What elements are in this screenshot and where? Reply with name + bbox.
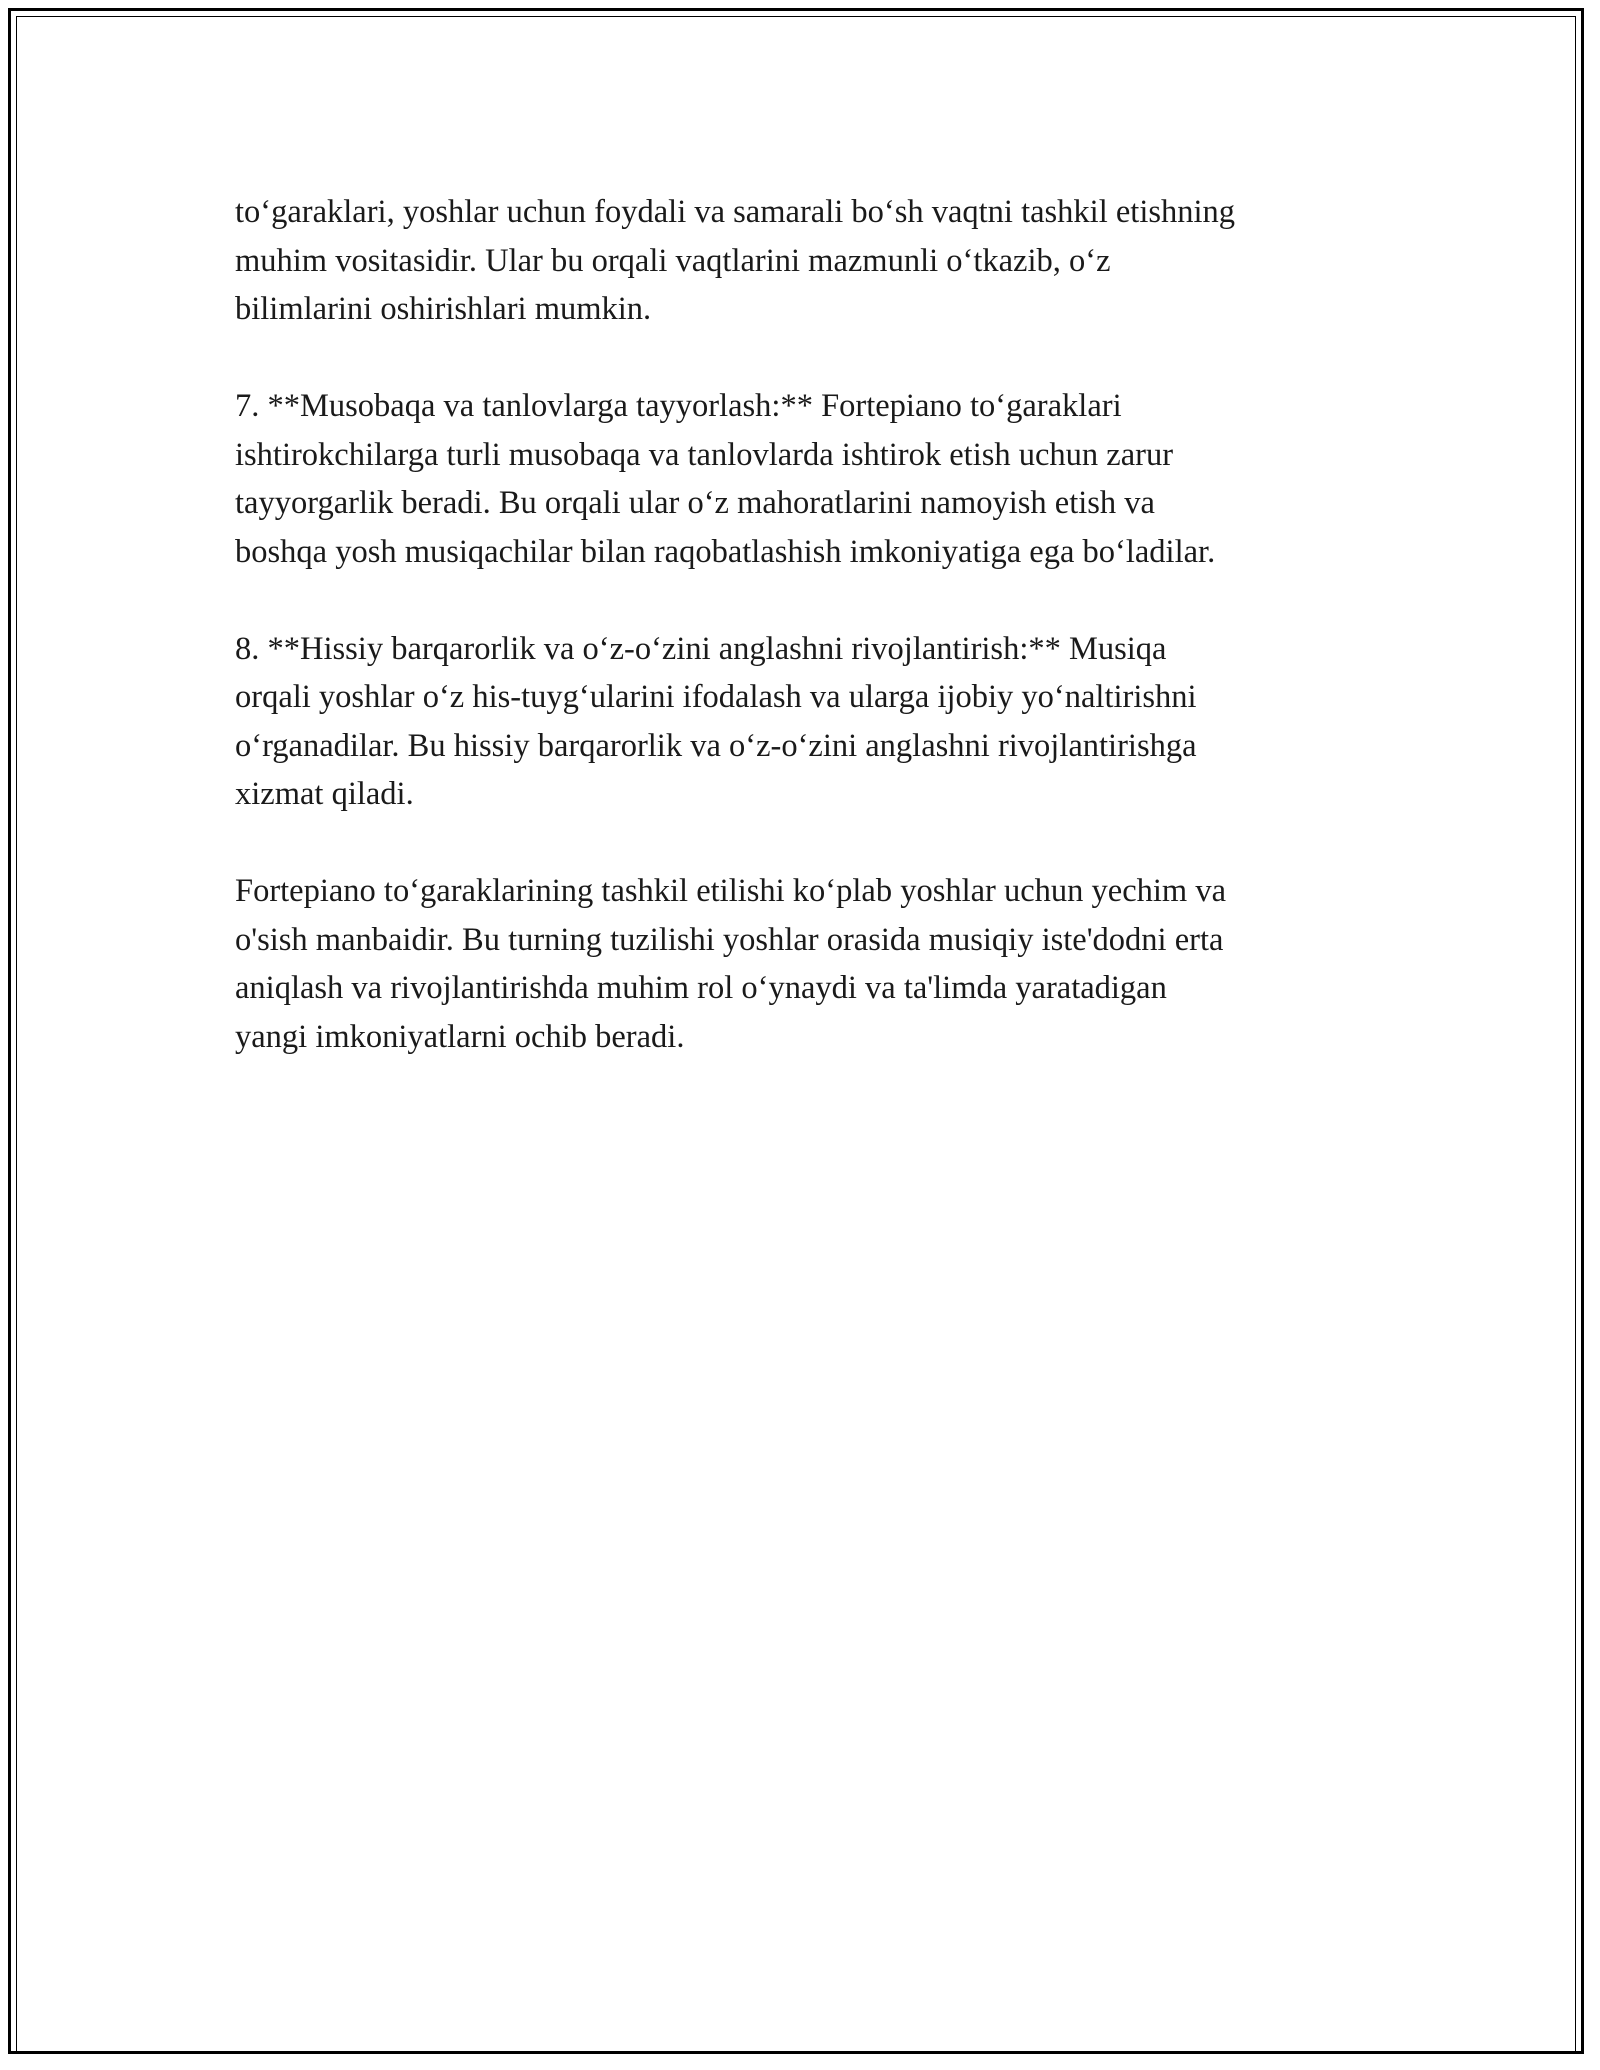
document-body (235, 188, 1385, 1110)
paragraph-item-7: 7. **Musobaqa va tanlovlarga tayyorlash:** Fortepiano to‘garaklari ishtirokchilarga turli musobaqa va tanlovlarda ishtirok etish uchun zarur tayyorgarlik beradi. Bu orqali ular o‘z mahoratlarini namoyish etish va boshqa yosh musiqachilar bilan raqobatlashish imkoniyatiga ega bo‘ladilar. (235, 388, 1216, 570)
paragraph-conclusion: Fortepiano to‘garaklarining tashkil etilishi ko‘plab yoshlar uchun yechim va o'sish manbaidir. Bu turning tuzilishi yoshlar orasida musiqiy iste'dodni erta aniqlash va rivojlantirishda muhim rol o‘ynaydi va ta'limda yaratadigan yangi imkoniyatlarni ochib beradi. (235, 873, 1227, 1055)
paragraph-continuation: to‘garaklari, yoshlar uchun foydali va samarali bo‘sh vaqtni tashkil etishning muhim vositasidir. Ular bu orqali vaqtlarini mazmunli o‘tkazib, o‘z bilimlarini oshirishlari mumkin. (235, 194, 1236, 327)
paragraph-item-8: 8. **Hissiy barqarorlik va o‘z-o‘zini anglashni rivojlantirish:** Musiqa orqali yoshlar o‘z his-tuyg‘ularini ifodalash va ularga ijobiy yo‘naltirishni o‘rganadilar. Bu hissiy barqarorlik va o‘z-o‘zini anglashni rivojlantirishga xizmat qiladi. (235, 630, 1197, 812)
